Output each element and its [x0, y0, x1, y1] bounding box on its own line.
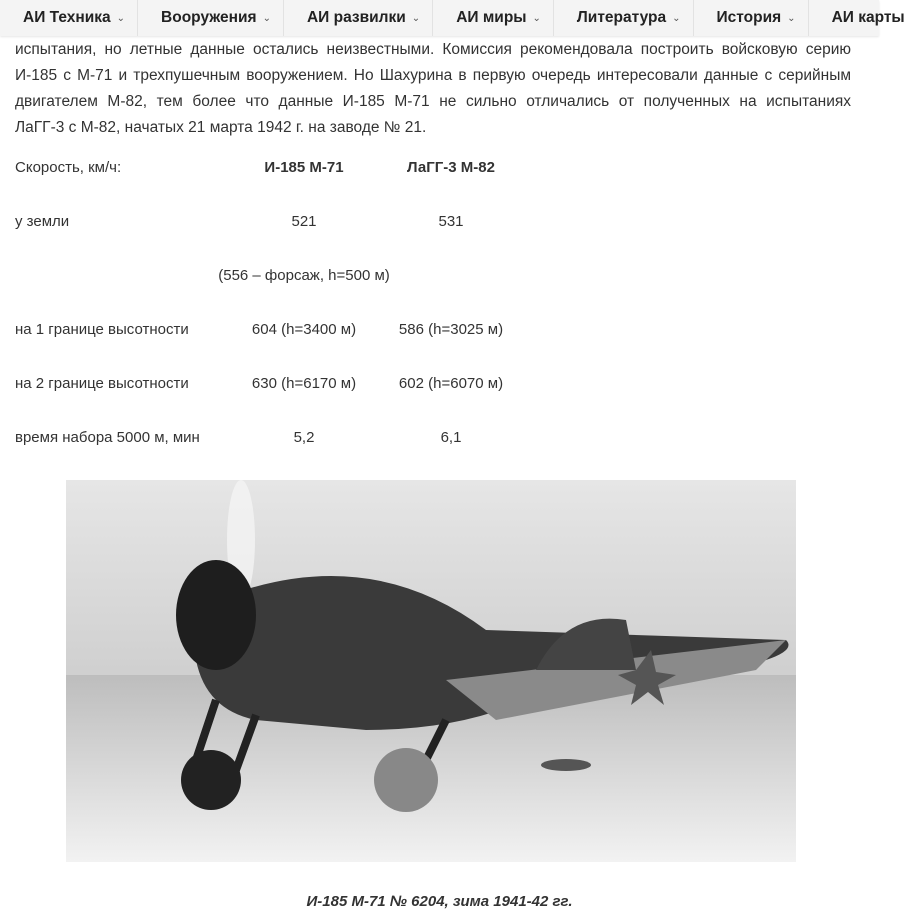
table-row	[15, 321, 504, 341]
table-row	[15, 375, 504, 395]
row-col1: 630 (h=6170 м)	[251, 375, 357, 392]
table-row	[15, 429, 462, 449]
row-col2: 602 (h=6070 м)	[398, 375, 504, 392]
chevron-down-icon: ⌄	[262, 12, 271, 24]
nav-item-ai-tech[interactable]	[0, 0, 138, 36]
chevron-down-icon: ⌄	[532, 12, 541, 24]
row-col2: 531	[438, 213, 464, 230]
nav-item-weapons[interactable]	[138, 0, 284, 36]
row-col1: 521	[291, 213, 317, 230]
row-col1: (556 – форсаж, h=500 м)	[218, 267, 390, 284]
nav-label: АИ миры	[456, 9, 527, 26]
chevron-down-icon: ⌄	[787, 12, 796, 24]
paragraph-line: испытания, но летные данные остались неизвестными. Комиссия рекомендовала построить войсковую серию	[15, 41, 851, 58]
row-col2: 6,1	[440, 429, 462, 446]
row-col1: 604 (h=3400 м)	[251, 321, 357, 338]
aircraft-photo-illustration	[66, 480, 796, 862]
nav-label: История	[716, 9, 782, 26]
photo-caption: И-185 М-71 № 6204, зима 1941-42 гг.	[306, 893, 573, 910]
row-col2: 586 (h=3025 м)	[398, 321, 504, 338]
header-col2: ЛаГГ-3 М-82	[407, 159, 495, 176]
header-col1: И-185 М-71	[264, 159, 344, 176]
aircraft-photo	[66, 480, 796, 862]
nav-item-ai-worlds[interactable]	[433, 0, 554, 36]
nav-label: АИ Техника	[23, 9, 111, 26]
chevron-down-icon: ⌄	[411, 12, 421, 24]
nav-label: Вооружения	[161, 9, 257, 26]
row-col1: 5,2	[293, 429, 315, 446]
paragraph-line: И-185 с М-71 и трехпушечным вооружением. Но Шахурина в первую очередь интересовали данные с серийным	[15, 67, 851, 84]
table-row	[15, 213, 464, 233]
nav-label: АИ развилки	[306, 9, 406, 26]
nav-label: Литература	[576, 9, 667, 26]
article-paragraph	[15, 37, 851, 141]
row-label: на 1 границе высотности	[15, 321, 189, 338]
nav-item-literature[interactable]	[554, 0, 694, 36]
nav-item-ai-maps[interactable]	[809, 0, 917, 36]
paragraph-line: двигателем М-82, тем более что данные И-185 М-71 не сильно отличались от полученных на испытаниях	[15, 93, 851, 110]
paragraph-line: ЛаГГ-3 с М-82, начатых 21 марта 1942 г. на заводе № 21.	[15, 119, 427, 136]
nav-item-history[interactable]	[694, 0, 809, 36]
table-header-row	[15, 159, 495, 179]
header-label: Скорость, км/ч:	[15, 159, 122, 176]
chevron-down-icon: ⌄	[672, 12, 681, 24]
main-navigation	[0, 0, 905, 36]
row-label: время набора 5000 м, мин	[15, 429, 200, 446]
nav-item-ai-forks[interactable]	[284, 0, 433, 36]
nav-label: АИ карты	[831, 9, 905, 26]
chevron-down-icon: ⌄	[116, 12, 126, 24]
row-label: на 2 границе высотности	[15, 375, 189, 392]
row-label: у земли	[15, 213, 70, 230]
